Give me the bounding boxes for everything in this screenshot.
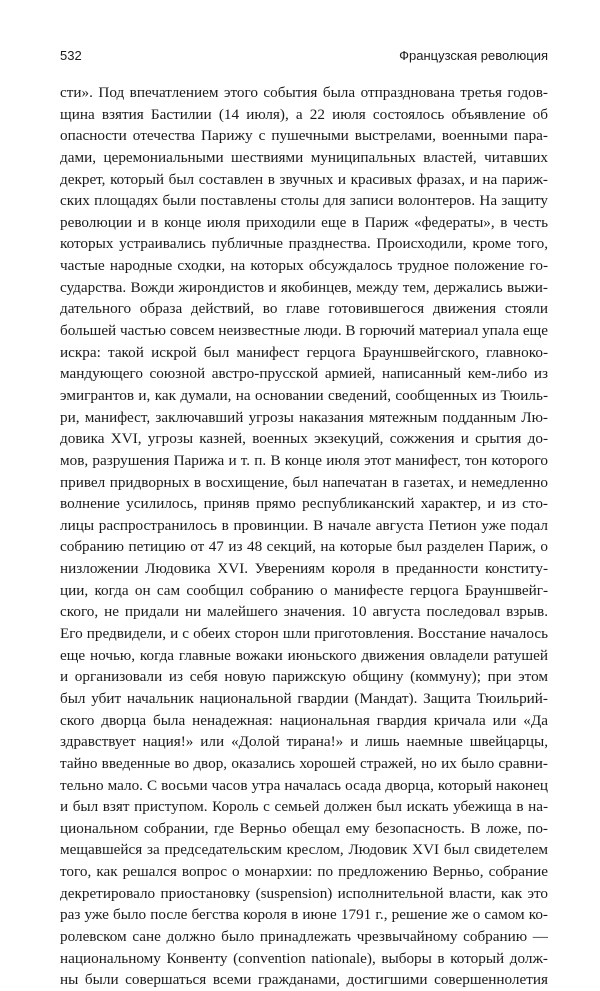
text-line: большей частью совсем неизвестные люди. В горючий материал упала еще [60,322,548,340]
text-line: декрет, который был составлен в звучных и красивых фразах, и на париж- [60,170,548,188]
text-line: еще ночью, когда главные вожаки июньского движения овладели ратушей [60,646,548,664]
text-line: привел придворных в восхищение, был напечатан в газетах, и немедленно [60,473,548,491]
text-line: и организовали из себя новую парижскую общину (коммуну); при этом [60,668,548,686]
text-line: низложении Людовика XVI. Уверениям короля в преданности конститу- [60,560,548,578]
text-line: частые народные сходки, на которых обсуждалось трудное положение го- [60,257,548,275]
text-line: тайно введенные во двор, оказались хорошей стражей, но их было сравни- [60,754,548,772]
text-line: национальному Конвенту (convention nationale), выборы в который долж- [60,949,548,967]
text-line: ского дворца была ненадежная: национальная гвардия кричала или «Да [60,711,548,729]
text-line: ских площадях были поставлены столы для записи волонтеров. На защиту [60,192,548,210]
text-line: эмигрантов и, как думали, на основании сведений, сообщенных из Тюиль- [60,386,548,404]
text-line: раз уже было после бегства короля в июне 1791 г., решение же о самом ко- [60,906,548,924]
running-title: Французская революция [399,48,548,63]
text-line: циональном собрании, где Верньо обещал ему безопасность. В ложе, по- [60,819,548,837]
text-line: здравствует нация!» или «Долой тирана!» и лишь наемные швейцарцы, [60,733,548,751]
text-line: мов, разрушения Парижа и т. п. В конце июля этот манифест, тон которого [60,451,548,469]
body-text [60,82,548,991]
text-line: опасности отечества Парижу с пушечными выстрелами, военными пара- [60,127,548,145]
text-line: тельно мало. С восьми часов утра началась осада дворца, который наконец [60,776,548,794]
page-number: 532 [60,48,82,63]
text-line: ского, не придали ни малейшего значения. 10 августа последовал взрыв. [60,603,548,621]
text-line: волнение усилилось, приняв прямо республиканский характер, и из сто- [60,495,548,513]
text-line: искра: такой искрой был манифест герцога Брауншвейгского, главноко- [60,343,548,361]
text-line: лицы распространилось в провинции. В начале августа Петион уже подал [60,516,548,534]
text-line: ри, манифест, заключавший угрозы наказания мятежным подданным Лю- [60,408,548,426]
text-line: сти». Под впечатлением этого события была отпразднована третья годов- [60,84,548,101]
text-line: которых устраивались публичные празднества. Происходили, кроме того, [60,235,548,253]
text-line: революции и в конце июля приходили еще в Париж «федераты», в честь [60,213,548,231]
page-header [60,48,548,66]
text-line: мещавшейся за председательским креслом, Людовик XVI был свидетелем [60,841,548,859]
text-line: ролевском сане должно было принадлежать чрезвычайному собранию — [60,927,548,945]
text-line: собранию петицию от 47 из 48 секций, на которые был разделен Париж, о [60,538,548,556]
text-line: ции, когда он сам сообщил собранию о манифесте герцога Брауншвейг- [60,581,548,599]
text-line: мандующего союзной австро-прусской армией, написанный кем-либо из [60,365,548,383]
text-line: дательного образа действий, во главе готовившегося движения стояли [60,300,548,318]
text-line: дами, церемониальными шествиями муниципальных властей, читавших [60,148,548,166]
text-line: довика XVI, угрозы казней, военных экзекуций, сожжения и срытия до- [60,430,548,448]
text-line: был убит начальник национальной гвардии (Мандат). Защита Тюильрий- [60,689,548,707]
text-line: ны были совершаться всеми гражданами, достигшими совершеннолетия [60,971,548,989]
text-line: щина взятия Бастилии (14 июля), а 22 июля состоялось объявление об [60,105,548,123]
text-line: декретировало приостановку (suspension) исполнительной власти, как это [60,884,548,902]
text-line: Его предвидели, и с обеих сторон шли приготовления. Восстание началось [60,625,548,643]
text-line: того, как решался вопрос о монархии: по предложению Верньо, собрание [60,863,548,881]
text-line: сударства. Вожди жирондистов и якобинцев, между тем, держались выжи- [60,278,548,296]
text-line: и был взят приступом. Король с семьей должен был искать убежища в на- [60,798,548,816]
